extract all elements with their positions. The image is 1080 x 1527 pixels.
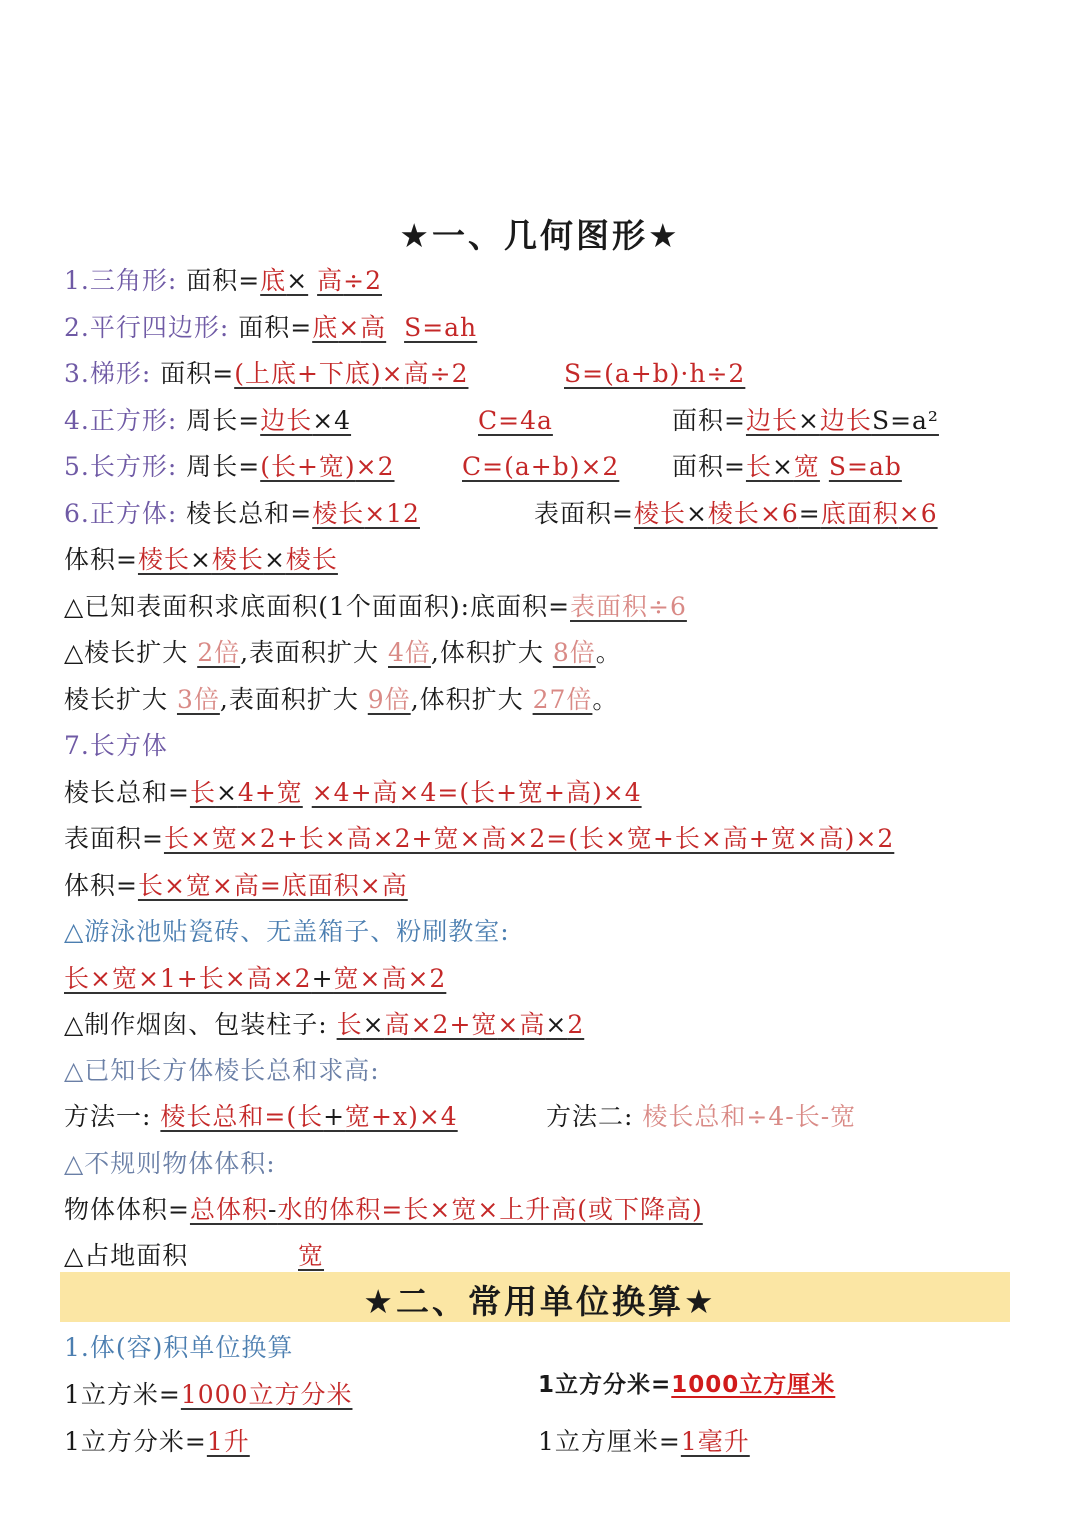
formula-label: △已知表面积求底面积(1个面面积):底面积= [64,592,571,621]
cuboid-surface-line [64,822,1040,856]
answer: 底 [312,313,339,342]
scale-line-1 [64,636,1040,670]
answer: S=a² [871,406,939,435]
area-formula [672,404,939,438]
answer: 棱长 [137,545,190,574]
answer: C=4a [478,406,553,435]
answer: ×6 [759,499,799,528]
answer: 高 [317,266,344,295]
surface-formula [534,497,938,531]
methods-line [64,1100,1040,1134]
scale-line-2 [64,683,1040,717]
operator: × [685,499,708,528]
answer: 边长 [745,406,798,435]
cuboid-volume-line [64,869,1040,903]
answer: 表面积 [570,592,649,621]
answer: 1毫升 [680,1427,750,1456]
answer: × [381,359,404,388]
answer: ÷2 [343,266,382,295]
formula-label: 表面积= [64,824,164,853]
answer: 棱长 [633,499,686,528]
formula-label: 周长= [186,452,261,481]
operator: × [362,1010,385,1039]
answer: 长 [189,778,216,807]
formula-label: 棱长总和= [64,778,190,807]
answer: 棱长总和÷4-长-宽 [642,1102,857,1131]
answer: ×4=(长+宽+高)×4 [398,778,642,807]
answer: 4+宽 [237,778,303,807]
answer: S=(a+b)·h÷2 [564,359,746,388]
answer: 长×宽×2+长×高×2+宽×高×2=(长×宽+长×高+宽×高)×2 [163,824,895,853]
formula-label: 面积= [186,266,261,295]
answer: ×12 [364,499,420,528]
answer: S=ab [828,452,902,481]
operator: × [189,545,212,574]
operator: × [263,545,286,574]
formula-label: 体积= [64,545,138,574]
triangle-line [64,264,1040,298]
formula-label: 方法一: [64,1102,152,1131]
text: 。 [592,685,619,714]
answer: 长×宽×高=底面积×高 [137,871,408,900]
operator: - [267,1195,278,1224]
item-number: 4.正方形: [64,406,178,435]
answer: 宽+x)×4 [345,1102,458,1131]
operator: ×4 [312,406,352,435]
answer: 棱长 [285,545,338,574]
answer: 2 [567,1010,585,1039]
answer: 宽×高×2 [333,964,447,993]
answer: 长×宽×1+长×高×2 [64,964,312,993]
item-number: 3.梯形: [64,359,152,388]
answer: 4倍 [388,638,431,667]
base-area-line [64,590,1040,624]
answer: 1升 [206,1427,250,1456]
height-hint: △已知长方体棱长总和求高: [64,1056,380,1085]
answer: (长+宽) [260,452,356,481]
operator: + [311,964,334,993]
cuboid-heading [64,729,1040,763]
land-area-line [64,1239,1040,1273]
irregular-volume-line [64,1193,1040,1227]
operator: = [798,499,821,528]
answer: ×2+宽 [410,1010,498,1039]
pool-formula [64,962,1040,996]
formula-label: 物体体积= [64,1195,190,1224]
formula-label: 体积= [64,871,138,900]
formula-label: 1立方分米= [538,1372,672,1398]
text: ,表面积扩大 [240,638,380,667]
answer: (上底+下底) [234,359,382,388]
unit-line-1 [64,1372,1040,1412]
cuboid-edge-line [64,776,1040,810]
answer: 高 [360,313,387,342]
answer: 底 [260,266,287,295]
answer: ×2 [355,452,395,481]
formula-label: 面积= [672,406,746,435]
section-title-geometry: ★一、几何图形★ [399,216,681,255]
answer: 棱长 [312,499,365,528]
answer: 高 [519,1010,546,1039]
answer: 棱长总和=(长 [160,1102,324,1131]
rectangle-line [64,450,1040,484]
answer: × [497,1010,520,1039]
text: ,体积扩大 [430,638,544,667]
formula-label: 1立方米= [64,1380,181,1409]
answer: 边长 [819,406,872,435]
formula-label: 面积= [160,359,235,388]
text: 。 [595,638,622,667]
answer: ÷2 [429,359,469,388]
answer: 边长 [260,406,313,435]
cube-volume-line [64,543,1040,577]
formula-label: 1立方分米= [64,1427,207,1456]
cube-line [64,497,1040,531]
item-number: 2.平行四边形: [64,313,230,342]
pool-hint: △游泳池贴瓷砖、无盖箱子、粉刷教室: [64,917,510,946]
answer: 27倍 [532,685,593,714]
item-number: 6.正方体: [64,499,178,528]
operator: + [323,1102,346,1131]
answer: ×6 [898,499,938,528]
text: 棱长扩大 [64,685,169,714]
item-number: 7.长方体 [64,731,168,760]
trapezoid-line [64,357,1040,391]
chimney-line [64,1008,1040,1042]
unit-conversion-bold [538,1368,835,1402]
answer: 3倍 [176,685,220,714]
answer: 高 [384,1010,411,1039]
operator: × [771,452,794,481]
area-formula [672,450,902,484]
operator: × [545,1010,568,1039]
answer: 9倍 [367,685,411,714]
formula-label: 棱长总和= [186,499,313,528]
formula-label: 1立方厘米= [538,1427,681,1456]
unit-line-2 [64,1425,1040,1459]
answer: 长 [745,452,772,481]
answer: 棱长 [211,545,264,574]
item-number: 1.三角形: [64,266,178,295]
operator: × [797,406,820,435]
answer: 宽 [298,1241,325,1270]
operator: × [215,778,238,807]
answer: 1000立方厘米 [671,1372,836,1398]
answer: 宽 [793,452,820,481]
unit-conversion [538,1425,750,1459]
answer: 棱长 [707,499,760,528]
formula-label: 方法二: [546,1102,634,1131]
answer: 2倍 [197,638,241,667]
answer: ÷6 [648,592,687,621]
text: ,体积扩大 [410,685,524,714]
answer: 长 [336,1010,363,1039]
formula-label: △占地面积 [64,1241,189,1270]
volume-units-heading: 1.体(容)积单位换算 [64,1333,294,1362]
section-title-units: ★二、常用单位换算★ [363,1282,717,1321]
answer: ×4+高 [311,778,399,807]
operator: × [286,266,309,295]
answer: × [338,313,361,342]
item-number: 5.长方形: [64,452,178,481]
answer: 高 [403,359,430,388]
formula-label: 面积= [238,313,313,342]
answer: S=ah [404,313,478,342]
text: △棱长扩大 [64,638,189,667]
answer: 8倍 [552,638,596,667]
answer: 1000立方分米 [180,1380,353,1409]
parallelogram-line [64,311,1040,345]
text: ,表面积扩大 [219,685,359,714]
answer: 总体积 [189,1195,268,1224]
formula-label: 表面积= [534,499,634,528]
method-two [546,1100,856,1134]
answer: C=(a+b)×2 [462,452,620,481]
formula-label: △制作烟囱、包装柱子: [64,1010,328,1039]
answer: 水的体积=长×宽×上升高(或下降高) [277,1195,703,1224]
answer: 底面积 [820,499,899,528]
irregular-hint: △不规则物体体积: [64,1149,276,1178]
formula-label: 面积= [672,452,746,481]
square-line [64,404,1040,438]
formula-label: 周长= [186,406,261,435]
